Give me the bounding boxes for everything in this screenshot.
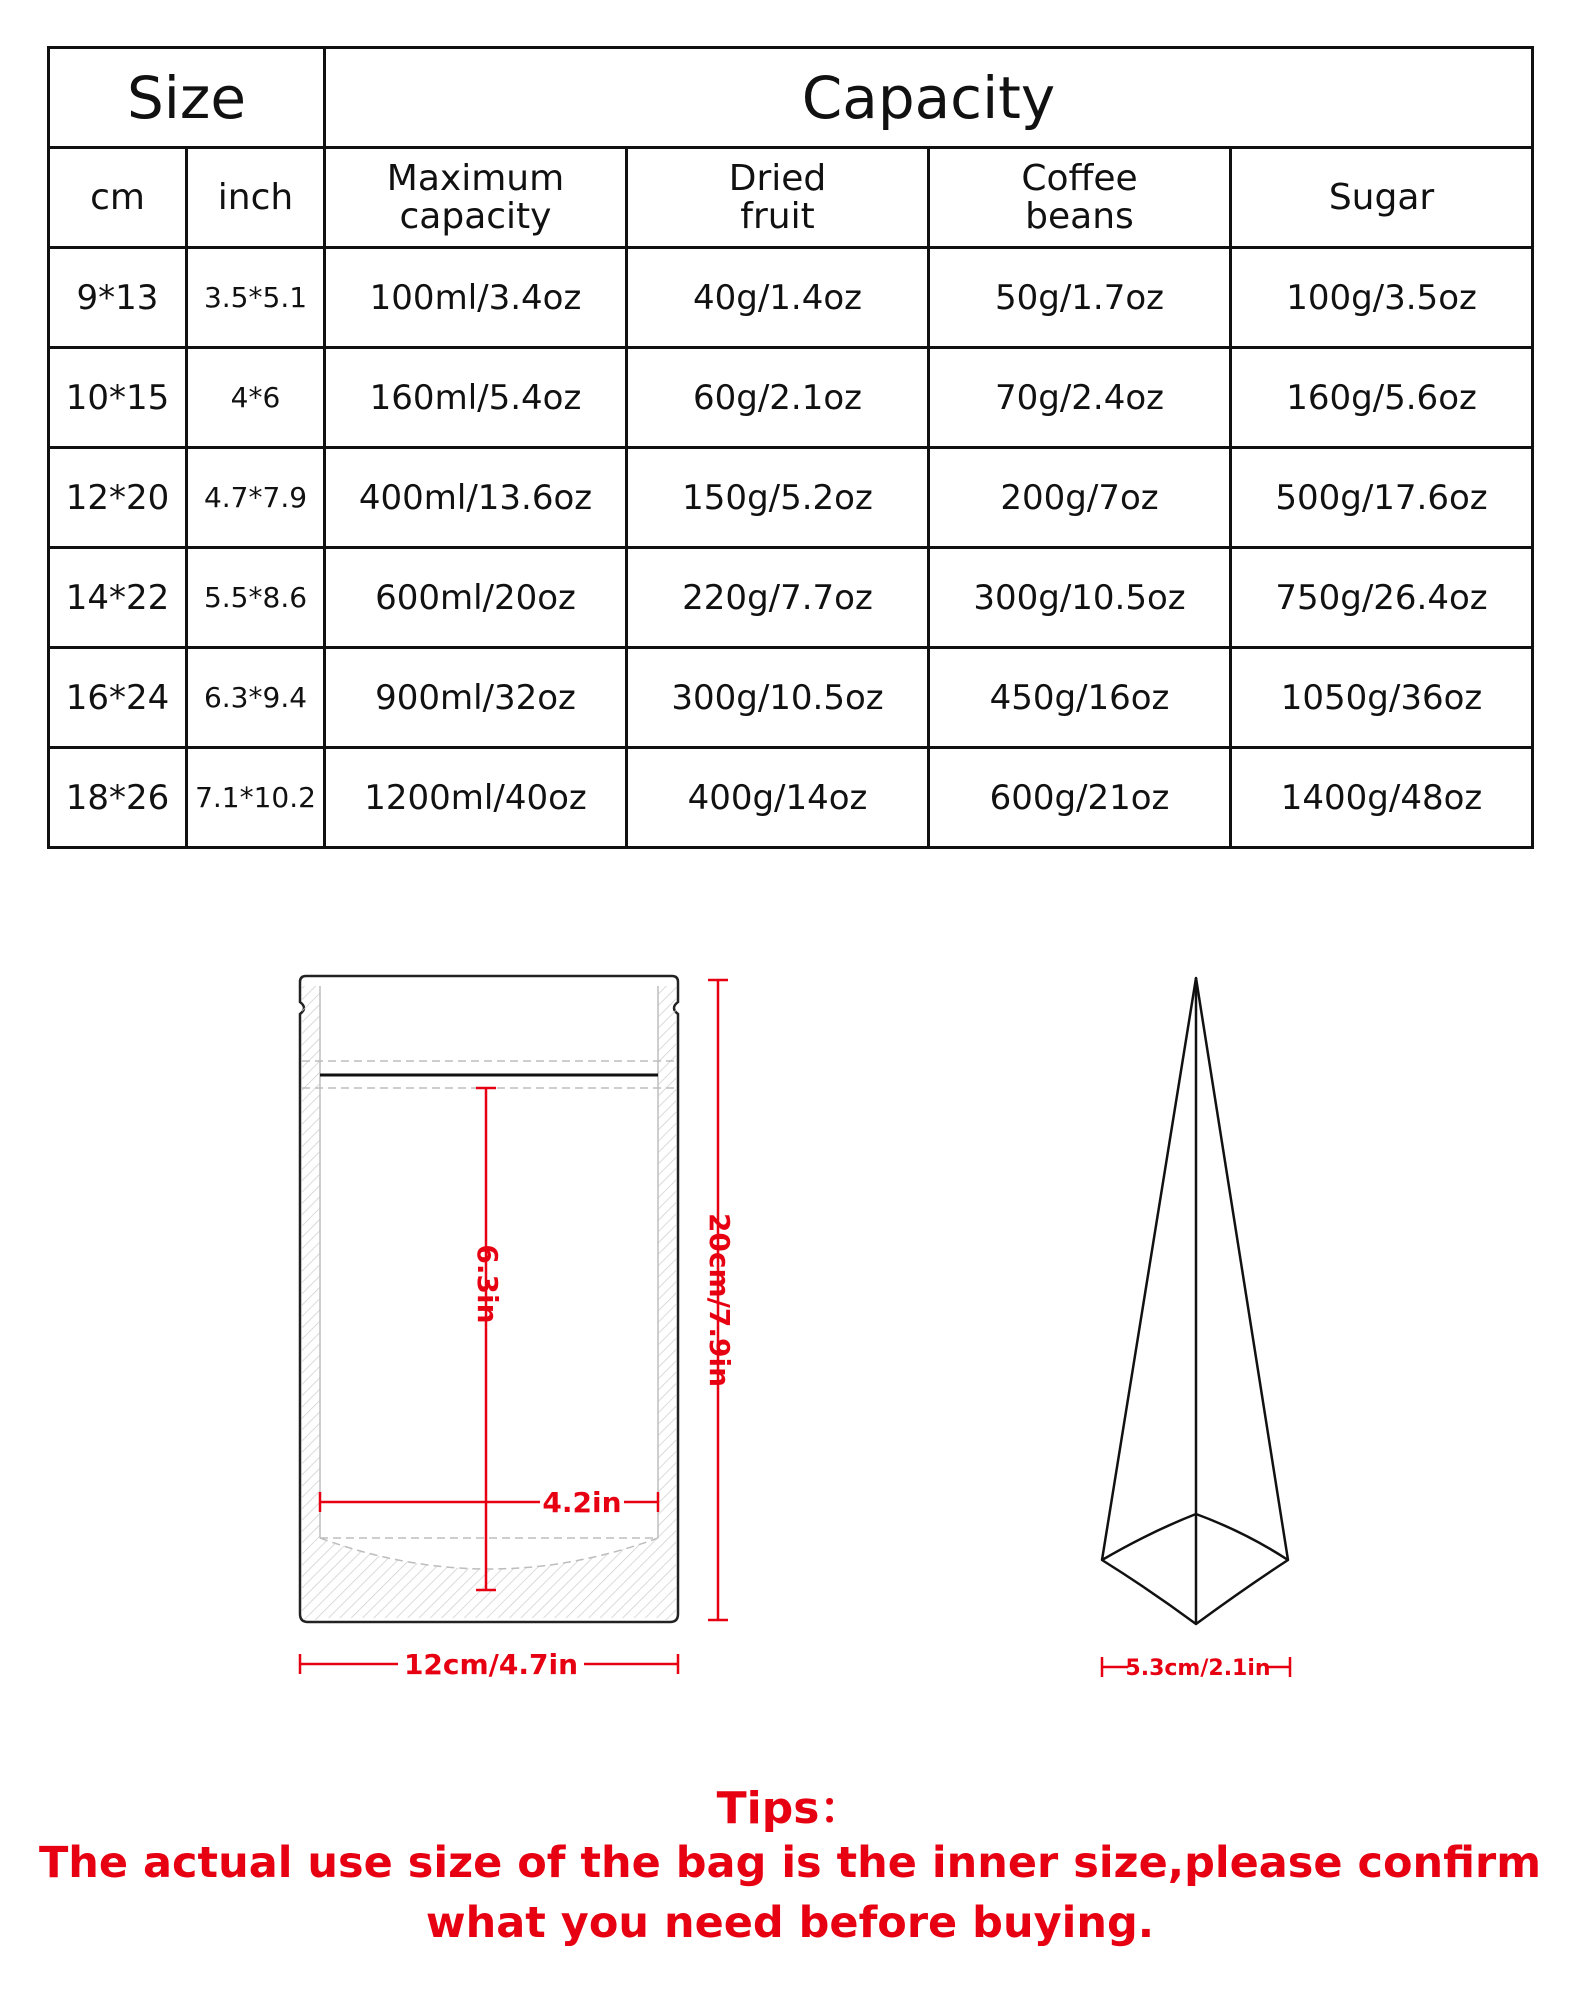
cell-size-cm: 14*22 [49, 548, 187, 648]
cell-size-inch: 4*6 [187, 348, 325, 448]
cell-size-cm: 10*15 [49, 348, 187, 448]
cell-sugar: 750g/26.4oz [1231, 548, 1533, 648]
cell-coffee-beans: 50g/1.7oz [929, 248, 1231, 348]
inner-width-label: 4.2in [542, 1486, 622, 1519]
total-width-label: 12cm/4.7in [403, 1648, 579, 1681]
cell-size-inch: 6.3*9.4 [187, 648, 325, 748]
cell-dried-fruit: 220g/7.7oz [627, 548, 929, 648]
column-header-cm: cm [49, 148, 187, 248]
cell-size-inch: 3.5*5.1 [187, 248, 325, 348]
cell-maximum-capacity: 900ml/32oz [325, 648, 627, 748]
cell-coffee-beans: 200g/7oz [929, 448, 1231, 548]
cell-size-inch: 7.1*10.2 [187, 748, 325, 848]
cell-dried-fruit: 300g/10.5oz [627, 648, 929, 748]
cell-dried-fruit: 150g/5.2oz [627, 448, 929, 548]
cell-maximum-capacity: 100ml/3.4oz [325, 248, 627, 348]
column-header-dried-fruit: Dried fruit [627, 148, 929, 248]
bag-side-view [1102, 978, 1288, 1624]
column-header-maximum-capacity: Maximum capacity [325, 148, 627, 248]
cell-coffee-beans: 300g/10.5oz [929, 548, 1231, 648]
cell-maximum-capacity: 400ml/13.6oz [325, 448, 627, 548]
cell-size-cm: 18*26 [49, 748, 187, 848]
column-header-sugar: Sugar [1231, 148, 1533, 248]
column-header-inch: inch [187, 148, 325, 248]
cell-coffee-beans: 600g/21oz [929, 748, 1231, 848]
capacity-header: Capacity [325, 48, 1533, 148]
cell-dried-fruit: 400g/14oz [627, 748, 929, 848]
cell-sugar: 100g/3.5oz [1231, 248, 1533, 348]
tips-line-2: what you need before buying. [425, 1898, 1155, 1948]
gusset-width-label: 5.3cm/2.1in [1125, 1656, 1271, 1681]
cell-sugar: 1050g/36oz [1231, 648, 1533, 748]
right-seal-hatch [658, 986, 676, 1620]
size-header: Size [49, 48, 325, 148]
cell-size-cm: 12*20 [49, 448, 187, 548]
cell-maximum-capacity: 160ml/5.4oz [325, 348, 627, 448]
cell-coffee-beans: 450g/16oz [929, 648, 1231, 748]
cell-maximum-capacity: 600ml/20oz [325, 548, 627, 648]
inner-height-label: 6.3in [471, 1244, 504, 1324]
cell-sugar: 500g/17.6oz [1231, 448, 1533, 548]
cell-size-cm: 9*13 [49, 248, 187, 348]
cell-size-inch: 4.7*7.9 [187, 448, 325, 548]
total-height-label: 20cm/7.9in [703, 1212, 736, 1388]
cell-coffee-beans: 70g/2.4oz [929, 348, 1231, 448]
cell-dried-fruit: 40g/1.4oz [627, 248, 929, 348]
cell-sugar: 160g/5.6oz [1231, 348, 1533, 448]
cell-maximum-capacity: 1200ml/40oz [325, 748, 627, 848]
cell-size-cm: 16*24 [49, 648, 187, 748]
cell-size-inch: 5.5*8.6 [187, 548, 325, 648]
cell-sugar: 1400g/48oz [1231, 748, 1533, 848]
cell-dried-fruit: 60g/2.1oz [627, 348, 929, 448]
tips-title: Tips： [716, 1783, 864, 1834]
left-seal-hatch [302, 986, 320, 1620]
column-header-coffee-beans: Coffee beans [929, 148, 1231, 248]
tips-line-1: The actual use size of the bag is the inner size,please confirm [38, 1838, 1542, 1888]
